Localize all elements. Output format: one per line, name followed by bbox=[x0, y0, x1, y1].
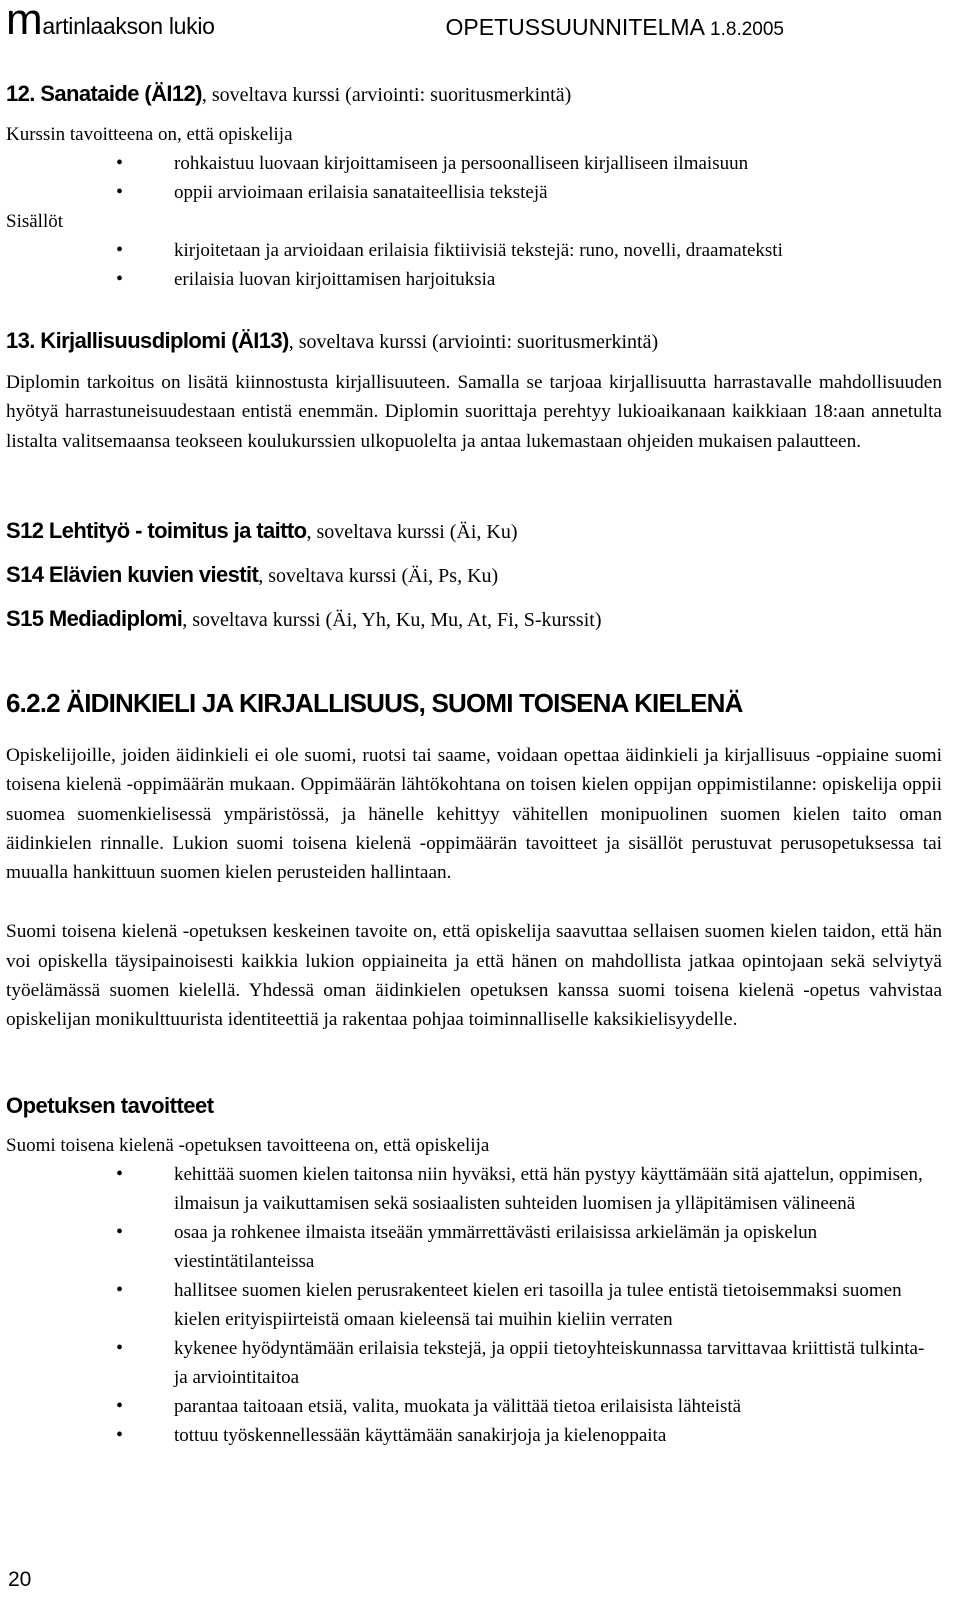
course-13-paragraph: Diplomin tarkoitus on lisätä kiinnostusta kirjallisuuteen. Samalla se tarjoaa kirjallisuutta harrastavalle mahdollisuuden hyötyä harrastuneisuudestaan entistä enemmän. Diplomin suorittaja perehtyy lukioaikanaan kaikkiaan 18:aan annetulta listalta valitsemaansa teokseen koulukurssien ulkopuolelta ja antaa lukemastaan ohjeiden mukaisen palautteen. bbox=[6, 372, 942, 452]
logo-initial: m bbox=[6, 0, 43, 44]
list-item: • kehittää suomen kielen taitonsa niin hyväksi, että hän pystyy käyttämään sitä ajattelun, oppimisen, ilmaisun ja vaikuttamisen sekä sosiaalisten suhteiden luomisen ja ylläpitämisen välineenä bbox=[6, 1160, 942, 1218]
bullet-icon: • bbox=[116, 1163, 124, 1185]
school-logo bbox=[6, 0, 215, 44]
contents-label: Sisällöt bbox=[6, 211, 64, 232]
bullet-icon: • bbox=[116, 239, 124, 261]
list-item: • tottuu työskennellessään käyttämään sanakirjoja ja kielenoppaita bbox=[6, 1421, 942, 1450]
list-item: • kirjoitetaan ja arvioidaan erilaisia fiktiivisiä tekstejä: runo, novelli, draamateksti bbox=[6, 236, 942, 265]
bullet-icon: • bbox=[116, 1424, 124, 1446]
s12-title: S12 Lehtityö - toimitus ja taitto bbox=[6, 518, 307, 543]
list-item: • kykenee hyödyntämään erilaisia tekstejä, ja oppii tietoyhteiskunnassa tarvittavaa kriittistä tulkinta- ja arviointitaitoa bbox=[6, 1334, 942, 1392]
course-s14 bbox=[6, 561, 942, 590]
course-13-heading bbox=[6, 327, 942, 356]
bullet-icon: • bbox=[116, 1221, 124, 1243]
course-12-heading bbox=[6, 80, 942, 109]
course-s12 bbox=[6, 517, 942, 546]
s14-desc: , soveltava kurssi (Äi, Ps, Ku) bbox=[258, 565, 499, 587]
section-622-paragraph-2: Suomi toisena kielenä -opetuksen keskeinen tavoite on, että opiskelija saavuttaa sellaisen suomen kielen taidon, että hän voi opiskella täysipainoisesti kaikkia lukion oppiaineita ja että hänen on mahdollista jatkaa opintojaan sekä selviytyä työelämässä suomen kielellä. Yhdessä oman äidinkielen opetuksen kanssa suomi toisena kielenä -opetus vahvistaa opiskelijan monikulttuurista identiteettiä ja rakentaa pohjaa toiminnalliselle kaksikielisyydelle. bbox=[6, 921, 942, 1031]
course-s15 bbox=[6, 605, 942, 634]
goals-section bbox=[6, 1093, 942, 1450]
bullet-icon: • bbox=[116, 181, 124, 203]
s14-title: S14 Elävien kuvien viestit bbox=[6, 562, 259, 587]
list-item: • rohkaistuu luovaan kirjoittamiseen ja persoonalliseen kirjalliseen ilmaisuun bbox=[6, 149, 942, 178]
logo-text: artinlaakson lukio bbox=[42, 13, 215, 39]
doc-title: OPETUSSUUNNITELMA bbox=[445, 14, 704, 40]
list-item: • parantaa taitoaan etsiä, valita, muokata ja välittää tietoa erilaisista lähteistä bbox=[6, 1392, 942, 1421]
s15-desc: , soveltava kurssi (Äi, Yh, Ku, Mu, At, Fi, S-kurssit) bbox=[182, 609, 602, 631]
bullet-icon: • bbox=[116, 1337, 124, 1359]
list-item: • osaa ja rohkenee ilmaista itseään ymmärrettävästi erilaisissa arkielämän ja opiskelun viestintätilanteissa bbox=[6, 1218, 942, 1276]
s12-desc: , soveltava kurssi (Äi, Ku) bbox=[306, 521, 518, 543]
goals-title: Opetuksen tavoitteet bbox=[6, 1093, 214, 1118]
list-item: • oppii arvioimaan erilaisia sanataiteellisia tekstejä bbox=[6, 178, 942, 207]
course-12-title: 12. Sanataide (ÄI12) bbox=[6, 81, 202, 106]
goals-list bbox=[6, 1160, 942, 1450]
section-622-title: 6.2.2 ÄIDINKIELI JA KIRJALLISUUS, SUOMI TOISENA KIELENÄ bbox=[6, 688, 743, 718]
course-13-desc: , soveltava kurssi (arviointi: suoritusmerkintä) bbox=[288, 331, 659, 353]
bullet-icon: • bbox=[116, 268, 124, 290]
list-item: • erilaisia luovan kirjoittamisen harjoituksia bbox=[6, 265, 942, 294]
section-622-paragraph-1: Opiskelijoille, joiden äidinkieli ei ole suomi, ruotsi tai saame, voidaan opettaa äidinkieli ja kirjallisuus -oppiaine suomi toisena kielenä -oppimäärän mukaan. Oppimäärän lähtökohtana on toisen kielen oppijan oppimistilanne: opiskelija oppii suomea suomenkielisessä ympäristössä, ja hänelle kehittyy vähitellen monipuolinen suomen kielen taito oman äidinkielen rinnalle. Lukion suomi toisena kielenä -oppimäärän tavoitteet ja sisällöt perustuvat perusopetuksessa tai muualla hankittuun suomen kielen perusteiden hallintaan. bbox=[6, 745, 942, 884]
goals-intro: Suomi toisena kielenä -opetuksen tavoitteena on, että opiskelija bbox=[6, 1135, 490, 1156]
page-header bbox=[6, 0, 956, 44]
bullet-icon: • bbox=[116, 152, 124, 174]
page-number: 20 bbox=[8, 1568, 32, 1591]
course-12-section bbox=[6, 80, 942, 294]
section-622 bbox=[6, 688, 942, 1035]
course-13-section bbox=[6, 327, 942, 456]
document-title bbox=[445, 14, 784, 41]
bullet-icon: • bbox=[116, 1279, 124, 1301]
goal-list bbox=[6, 149, 942, 207]
course-12-desc: , soveltava kurssi (arviointi: suoritusmerkintä) bbox=[201, 84, 572, 106]
course-13-title: 13. Kirjallisuusdiplomi (ÄI13) bbox=[6, 328, 289, 353]
doc-date: 1.8.2005 bbox=[710, 19, 784, 40]
contents-list bbox=[6, 236, 942, 294]
list-item: • hallitsee suomen kielen perusrakenteet kielen eri tasoilla ja tulee entistä tietoisemmaksi suomen kielen erityispiirteistä omaan kieleensä tai muihin kieliin verraten bbox=[6, 1276, 942, 1334]
goal-intro: Kurssin tavoitteena on, että opiskelija bbox=[6, 124, 293, 145]
s15-title: S15 Mediadiplomi bbox=[6, 606, 183, 631]
bullet-icon: • bbox=[116, 1395, 124, 1417]
